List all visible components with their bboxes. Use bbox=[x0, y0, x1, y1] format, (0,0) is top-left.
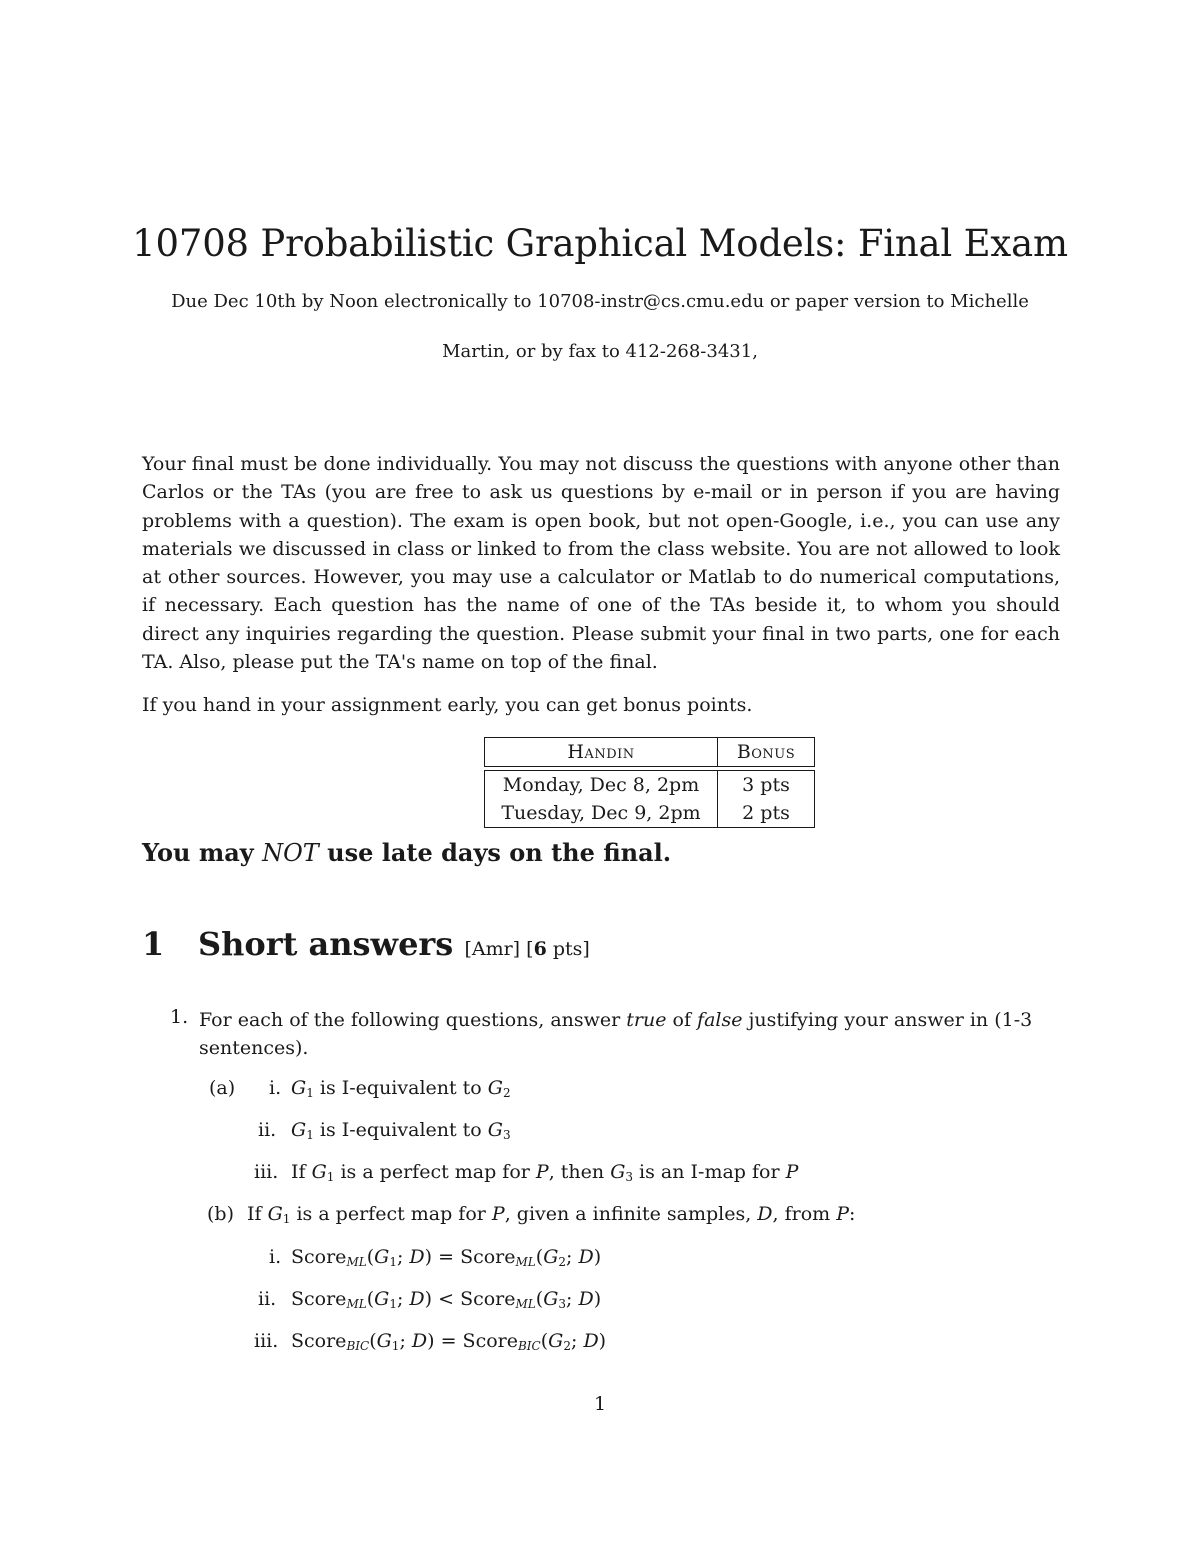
part-b-label: (b) bbox=[207, 1203, 234, 1225]
warning-text: use late days on the final. bbox=[318, 838, 672, 867]
table-header-handin: Handin bbox=[485, 738, 718, 767]
list-item: If $G_1$ is a perfect map for P, then $G_3$ is an I-map for P bbox=[291, 1161, 799, 1184]
table-header-bonus: Bonus bbox=[718, 738, 815, 767]
item-roman: i. bbox=[269, 1077, 282, 1099]
bonus-table bbox=[484, 737, 815, 828]
table-cell-bonus: 3 pts bbox=[718, 771, 815, 800]
page-number: 1 bbox=[593, 1393, 607, 1415]
item-roman: iii. bbox=[254, 1161, 279, 1183]
part-a-label: (a) bbox=[209, 1077, 236, 1099]
section-ta: [Amr] [6 pts] bbox=[464, 938, 590, 960]
due-date-line: Due Dec 10th by Noon electronically to 10708-instr@cs.cmu.edu or paper version to Michelle bbox=[171, 291, 1029, 312]
exam-title: 10708 Probabilistic Graphical Models: Final Exam bbox=[132, 222, 1068, 265]
fax-line: Martin, or by fax to 412-268-3431, bbox=[442, 341, 758, 362]
list-item: $Score_{BIC}(G_1$; $D) = Score_{BIC}(G_2$; D) bbox=[291, 1330, 607, 1353]
table-cell-handin: Monday, Dec 8, 2pm bbox=[485, 771, 718, 800]
question-text: For each of the following questions, answer true of false justifying your answer in (1-3 sentences). bbox=[199, 1009, 1033, 1060]
section-heading bbox=[142, 925, 590, 963]
bonus-intro: If you hand in your assignment early, you can get bonus points. bbox=[142, 694, 753, 716]
late-days-warning bbox=[142, 838, 671, 867]
table-cell-handin: Tuesday, Dec 9, 2pm bbox=[485, 799, 718, 828]
table-cell-bonus: 2 pts bbox=[718, 799, 815, 828]
table-row bbox=[485, 771, 815, 800]
list-item: $Score_{ML}(G_1$; $D) < Score_{ML}(G_3$; D) bbox=[291, 1288, 602, 1311]
instructions-paragraph: Your final must be done individually. You may not discuss the questions with anyone other than Carlos or the TAs (you are free to ask us questions by e-mail or in person if you are having problems with a question). The exam is open book, but not open-Google, i.e., you can use any materials we discussed in class or linked to from the class website. You are not allowed to look at other sources. However, you may use a calculator or Matlab to do numerical computations, if necessary. Each question has the name of one of the TAs beside it, to whom you should direct any inquiries regarding the question. Please submit your final in two parts, one for each TA. Also, please put the TA's name on top of the final. bbox=[142, 453, 1060, 674]
item-roman: ii. bbox=[258, 1288, 277, 1310]
list-item: $G_1$ is I-equivalent to $G_3$ bbox=[291, 1119, 511, 1142]
warning-emphasis: NOT bbox=[262, 839, 319, 867]
item-roman: ii. bbox=[258, 1119, 277, 1141]
list-item: $G_1$ is I-equivalent to $G_2$ bbox=[291, 1077, 511, 1100]
item-roman: iii. bbox=[254, 1330, 279, 1352]
list-item: $Score_{ML}(G_1$; $D) = Score_{ML}(G_2$; D) bbox=[291, 1246, 602, 1269]
table-row bbox=[485, 799, 815, 828]
item-roman: i. bbox=[269, 1246, 282, 1268]
warning-text: You may bbox=[142, 838, 263, 867]
section-title: Short answers bbox=[198, 925, 454, 963]
table-header-row bbox=[485, 738, 815, 767]
question-number: 1. bbox=[170, 1006, 189, 1028]
section-number: 1 bbox=[142, 925, 165, 963]
list-item: If $G_1$ is a perfect map for P, given a infinite samples, D, from P: bbox=[247, 1203, 856, 1226]
